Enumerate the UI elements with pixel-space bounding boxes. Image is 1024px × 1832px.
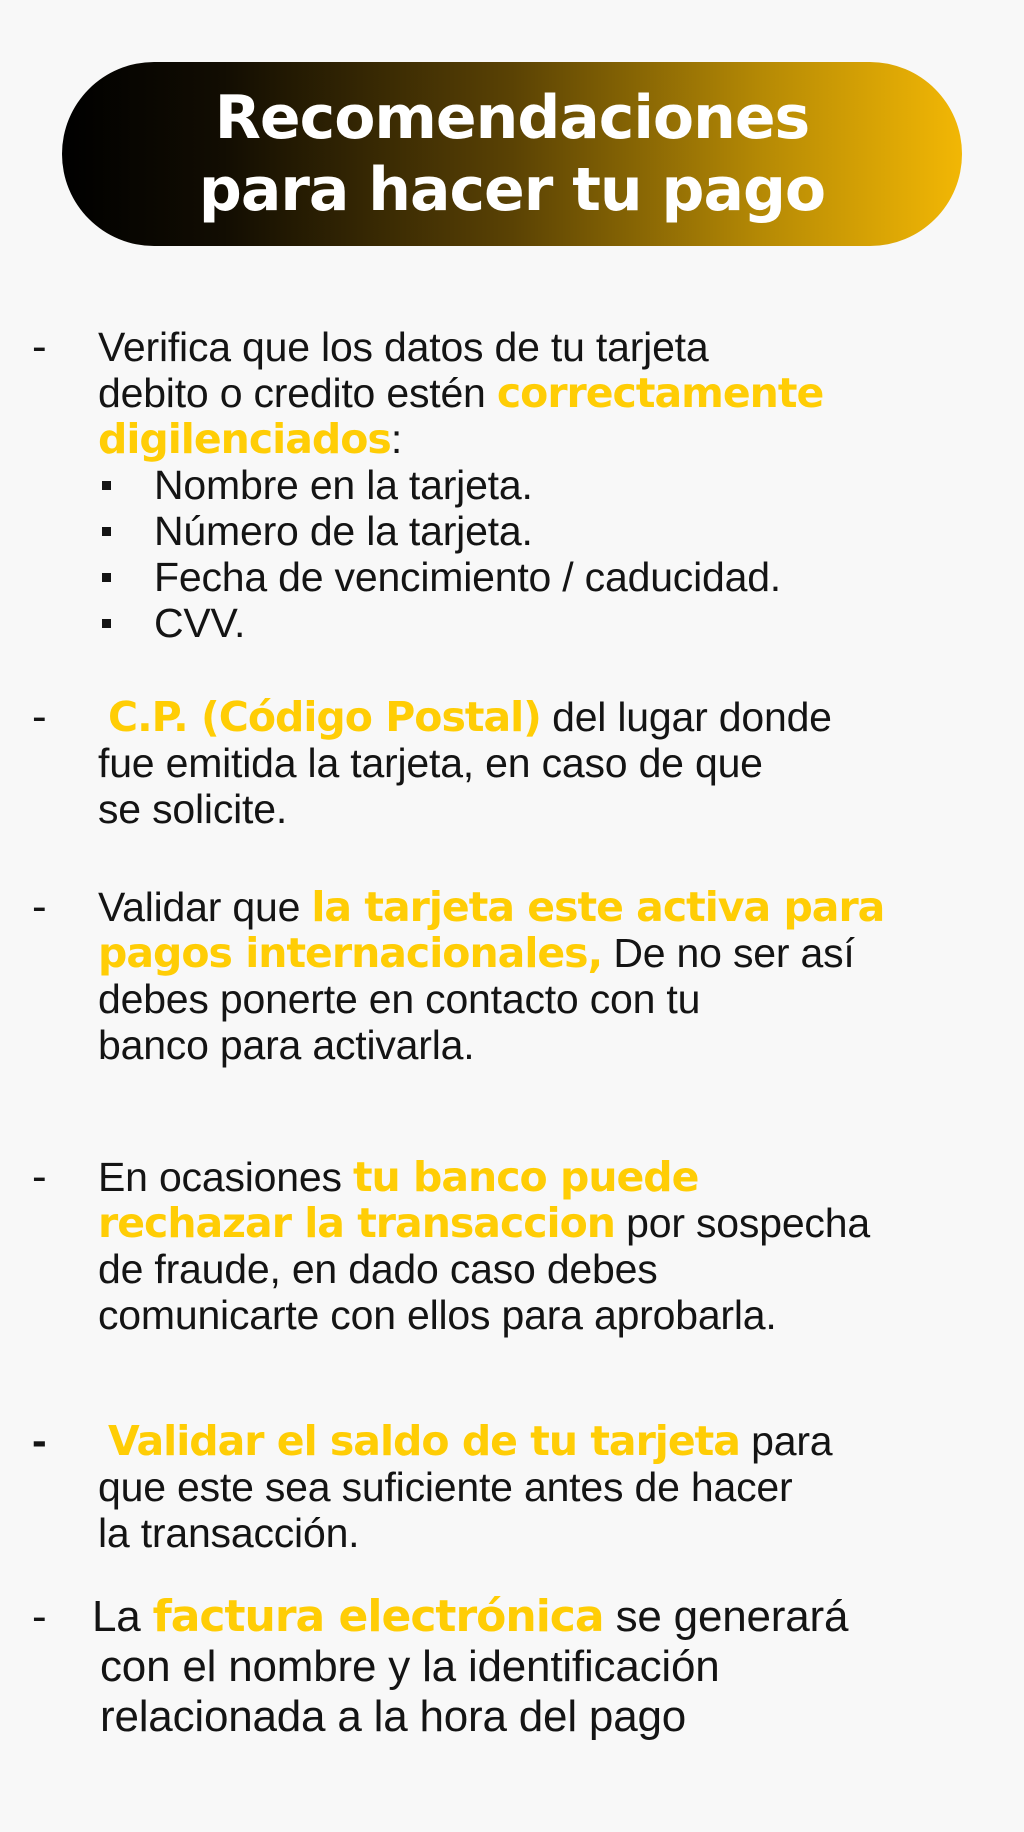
text-segment: se solicite. bbox=[98, 786, 288, 832]
text-line bbox=[98, 1464, 1008, 1510]
dash-marker: - bbox=[32, 322, 47, 371]
list-item-text: CVV. bbox=[154, 600, 246, 646]
dash-marker: - bbox=[32, 882, 47, 931]
text-segment: : bbox=[390, 416, 403, 462]
text-segment: fue emitida la tarjeta, en caso de que bbox=[98, 740, 763, 786]
text-line bbox=[98, 786, 1008, 832]
text-segment: se generará bbox=[603, 1592, 849, 1641]
list-item bbox=[98, 600, 998, 646]
dash-marker: - bbox=[32, 692, 47, 741]
list-item bbox=[98, 508, 998, 554]
text-line bbox=[98, 1292, 998, 1338]
square-bullet-icon bbox=[102, 481, 111, 490]
dash-marker: - bbox=[32, 1416, 47, 1465]
dash-marker: - bbox=[32, 1592, 47, 1641]
recommendation-text bbox=[98, 324, 998, 646]
header-title-line-2: para hacer tu pago bbox=[198, 155, 826, 225]
highlighted-text: pagos internacionales, bbox=[98, 929, 603, 977]
highlighted-text: la tarjeta este activa para bbox=[311, 883, 885, 931]
text-segment: de fraude, en dado caso debes bbox=[98, 1246, 658, 1292]
recommendation-text bbox=[92, 1592, 992, 1742]
text-line bbox=[108, 1418, 1008, 1464]
highlighted-text: factura electrónica bbox=[152, 1591, 604, 1642]
text-line bbox=[98, 1022, 998, 1068]
text-line bbox=[98, 1154, 998, 1200]
list-item bbox=[98, 554, 998, 600]
list-item bbox=[98, 462, 998, 508]
text-segment: comunicarte con ellos para aprobarla. bbox=[98, 1292, 777, 1338]
text-line bbox=[92, 1592, 992, 1642]
recommendation-text bbox=[98, 884, 998, 1068]
text-segment: la transacción. bbox=[98, 1510, 360, 1556]
text-segment: para bbox=[739, 1418, 833, 1464]
text-line bbox=[98, 1510, 1008, 1556]
header-title-line-1: Recomendaciones bbox=[214, 83, 810, 153]
text-segment: debes ponerte en contacto con tu bbox=[98, 976, 701, 1022]
highlighted-text: correctamente bbox=[496, 369, 824, 417]
text-segment: Validar que bbox=[98, 884, 312, 930]
dash-marker: - bbox=[32, 1152, 47, 1201]
square-bullet-icon bbox=[102, 619, 111, 628]
text-line bbox=[100, 1642, 992, 1692]
text-line bbox=[98, 976, 998, 1022]
recommendation-text bbox=[98, 1154, 998, 1338]
highlighted-text: C.P. (Código Postal) bbox=[108, 693, 541, 741]
text-line bbox=[98, 416, 998, 462]
text-segment: por sospecha bbox=[614, 1200, 870, 1246]
list-item-text: Número de la tarjeta. bbox=[154, 508, 533, 554]
text-segment: banco para activarla. bbox=[98, 1022, 475, 1068]
text-line bbox=[98, 930, 998, 976]
recommendation-text bbox=[98, 693, 1008, 832]
list-item-text: Nombre en la tarjeta. bbox=[154, 462, 533, 508]
square-bullet-icon bbox=[102, 527, 111, 536]
text-line bbox=[98, 1200, 998, 1246]
card-data-list bbox=[98, 462, 998, 646]
text-segment: debito o credito estén bbox=[98, 370, 497, 416]
text-segment: En ocasiones bbox=[98, 1154, 353, 1200]
text-line bbox=[100, 1692, 992, 1742]
highlighted-text: digilenciados bbox=[98, 415, 391, 463]
highlighted-text: Validar el saldo de tu tarjeta bbox=[108, 1417, 740, 1465]
list-item-text: Fecha de vencimiento / caducidad. bbox=[154, 554, 781, 600]
text-segment: Verifica que los datos de tu tarjeta bbox=[98, 324, 709, 370]
header-banner bbox=[62, 62, 962, 246]
square-bullet-icon bbox=[102, 573, 111, 582]
text-line bbox=[98, 1246, 998, 1292]
text-line bbox=[98, 740, 1008, 786]
text-segment: La bbox=[92, 1592, 153, 1641]
highlighted-text: rechazar la transaccion bbox=[98, 1199, 615, 1247]
recommendation-text bbox=[98, 1417, 1008, 1556]
text-line bbox=[98, 884, 998, 930]
text-segment: con el nombre y la identificación bbox=[100, 1642, 720, 1691]
text-segment: del lugar donde bbox=[540, 694, 832, 740]
text-segment: que este sea suficiente antes de hacer bbox=[98, 1464, 793, 1510]
highlighted-text: tu banco puede bbox=[352, 1153, 699, 1201]
text-segment: De no ser así bbox=[602, 930, 855, 976]
text-line bbox=[98, 370, 998, 416]
text-line bbox=[108, 694, 1008, 740]
text-line bbox=[98, 324, 998, 370]
text-segment: relacionada a la hora del pago bbox=[100, 1692, 687, 1741]
